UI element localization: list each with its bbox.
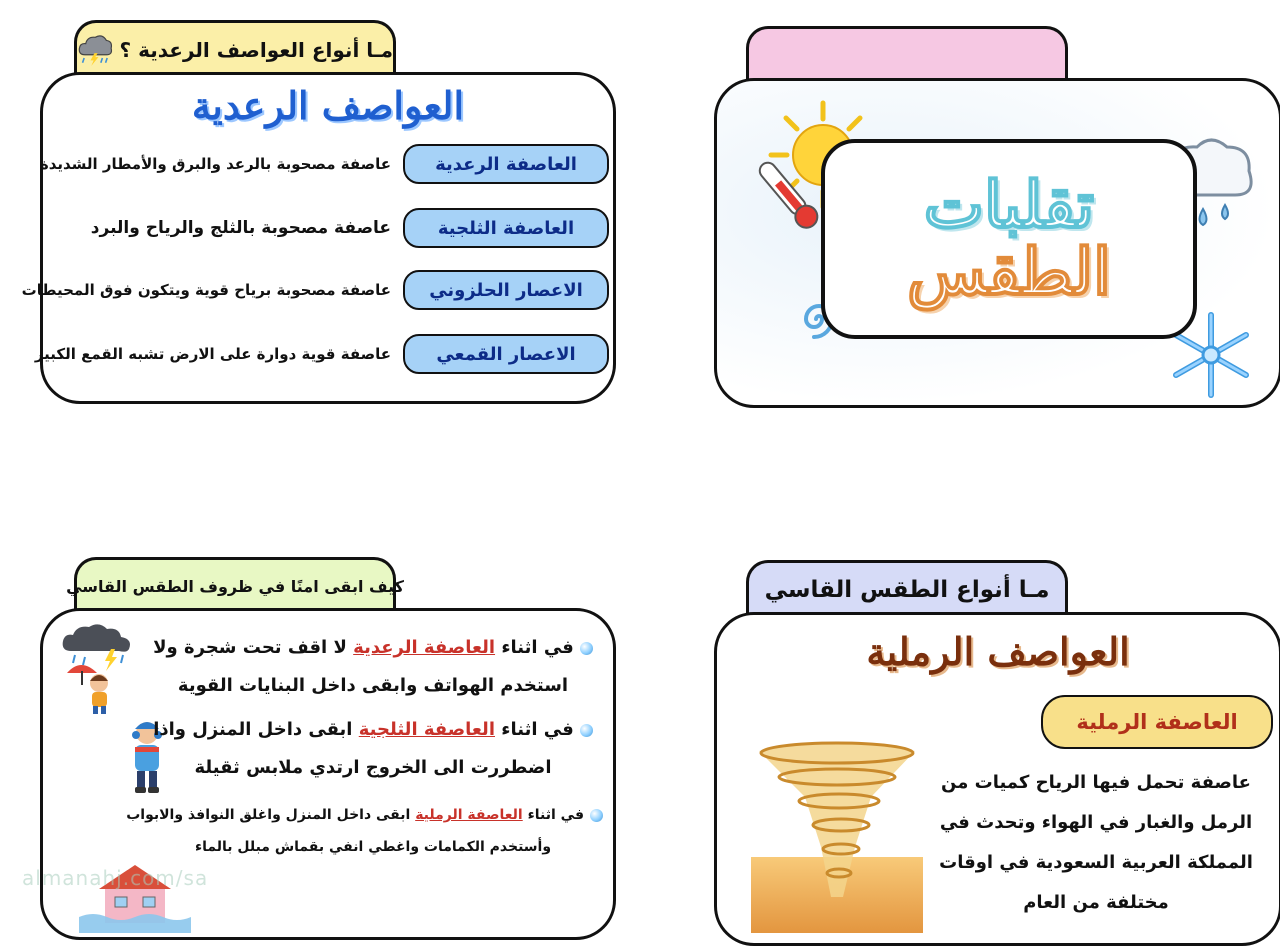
cover-tab (746, 26, 1068, 82)
storm-type-description: عاصفة مصحوبة بالثلج والرياح والبرد (90, 218, 391, 238)
cover-title-frame (821, 139, 1197, 339)
tornado-illustration (751, 737, 923, 933)
safety-tip-line (126, 799, 603, 831)
safety-tip (143, 629, 603, 705)
thunderstorm-question-tab (74, 20, 396, 76)
safety-tip-line (143, 711, 603, 749)
safety-tip (143, 711, 603, 787)
thunderstorm-heading: العواصف الرعدية (191, 83, 465, 128)
bullet-icon (580, 642, 593, 655)
sandstorm-label: العاصفة الرملية (1041, 695, 1273, 749)
sandstorm-description-line: عاصفة تحمل فيها الرياح كميات من (941, 772, 1251, 793)
sandstorm-description-line: مختلفة من العام (1023, 892, 1169, 913)
safety-tip-text: ابقى داخل المنزل واغلق النوافذ والابواب (126, 807, 411, 823)
safety-tip-prefix: في اثناء (501, 719, 574, 740)
safety-tip-line2: اضطررت الى الخروج ارتدي ملابس ثقيلة (194, 757, 552, 778)
list-item (47, 203, 609, 253)
bullet-icon (590, 809, 603, 822)
child-umbrella-figure (59, 623, 139, 715)
list-item (39, 139, 609, 189)
safety-tip-storm: العاصفة الرملية (415, 807, 523, 823)
bullet-icon (580, 724, 593, 737)
sandstorm-description (931, 763, 1261, 923)
storm-type-label: العاصفة الثلجية (403, 208, 609, 248)
storm-type-description: عاصفة مصحوبة بالرعد والبرق والأمطار الشديدة (39, 155, 391, 173)
safety-tip-storm: العاصفة الرعدية (353, 637, 496, 658)
storm-type-label: الاعصار الحلزوني (403, 270, 609, 310)
safety-tip-text: ابقى داخل المنزل واذا (153, 719, 353, 740)
watermark: almanahj.com/sa (22, 866, 209, 890)
safety-card (40, 608, 616, 940)
storm-type-label: العاصفة الرعدية (403, 144, 609, 184)
sandstorm-description-line: الرمل والغبار في الهواء وتحدث في (939, 812, 1253, 833)
safety-tip-line2: استخدم الهواتف وابقى داخل البنايات القوية (177, 675, 569, 696)
safety-tip-storm: العاصفة الثلجية (358, 719, 495, 740)
safety-tip-line2: وأستخدم الكمامات واغطي انفي بقماش مبلل بالماء (194, 839, 552, 855)
thermometer-icon (747, 151, 831, 241)
storm-type-description: عاصفة قوية دوارة على الارض تشبه القمع الكبير (34, 345, 391, 363)
thunderstorm-card (21, 72, 616, 404)
cover-card (714, 78, 1280, 408)
safety-question-tab (66, 557, 404, 613)
list-item (21, 265, 609, 315)
cover-title-line2: الطقس (907, 235, 1111, 310)
safety-tip-text: لا اقف تحت شجرة ولا (153, 637, 347, 658)
storm-type-label: الاعصار القمعي (403, 334, 609, 374)
harsh-weather-question: مـا أنواع الطقس القاسي (764, 576, 1050, 603)
sandstorm-heading: العواصف الرملية (866, 629, 1130, 674)
cover-title-line1: تقلبات (923, 167, 1095, 243)
safety-tip-prefix: في اثناء (501, 637, 574, 658)
harsh-weather-question-tab (746, 560, 1068, 616)
safety-tip-prefix: في اثناء (527, 807, 584, 823)
safety-tip (126, 799, 603, 863)
storm-type-description: عاصفة مصحوبة برياح قوية ويتكون فوق المحيطات (21, 281, 391, 299)
safety-tip-line (143, 629, 603, 667)
harsh-weather-card (714, 612, 1280, 946)
list-item (34, 329, 609, 379)
thunderstorm-question: مـا أنواع العواصف الرعدية ؟ (119, 37, 393, 62)
sandstorm-description-line: المملكة العربية السعودية في اوقات (939, 852, 1253, 873)
safety-question: كيف ابقى امنًا في ظروف الطقس القاسي (66, 577, 404, 596)
storm-cloud-icon (77, 30, 114, 70)
